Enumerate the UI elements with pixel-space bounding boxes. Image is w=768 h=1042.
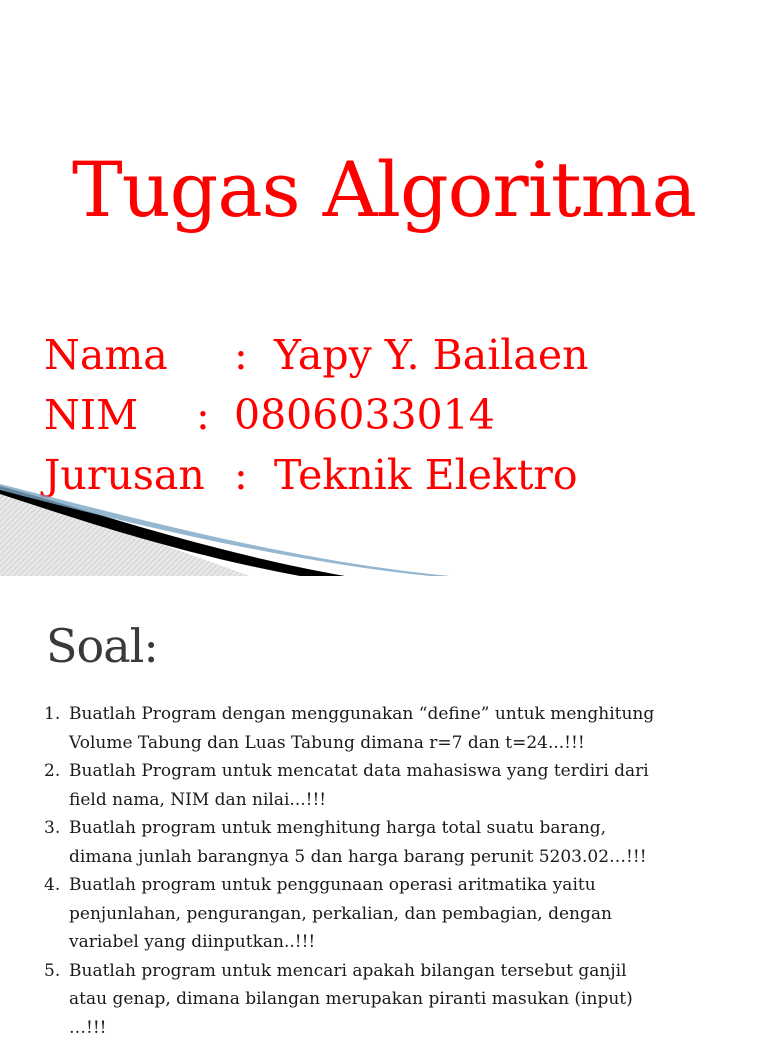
question-number: 3. [44, 814, 60, 843]
question-text-line: Volume Tabung dan Luas Tabung dimana r=7 dan t=24...!!! [69, 729, 754, 758]
info-row-nim [44, 386, 644, 444]
info-label-jurusan: Jurusan [44, 446, 205, 504]
question-number: 4. [44, 871, 60, 900]
info-colon-nim: : [196, 386, 210, 444]
question-item [44, 957, 754, 1042]
info-row-nama [44, 326, 644, 384]
question-text-line: penjunlahan, pengurangan, perkalian, dan pembagian, dengan [69, 900, 754, 929]
soal-heading: Soal: [46, 614, 158, 678]
question-list [44, 700, 754, 1042]
question-text-line: field nama, NIM dan nilai...!!! [69, 786, 754, 815]
question-number: 2. [44, 757, 60, 786]
question-text-line: Buatlah program untuk penggunaan operasi aritmatika yaitu [69, 871, 754, 900]
info-label-nama: Nama [44, 326, 168, 384]
slide-title: Tugas Algoritma [0, 140, 768, 240]
info-colon-jurusan: : [234, 446, 248, 504]
question-text-line: Buatlah program untuk menghitung harga total suatu barang, [69, 814, 754, 843]
question-number: 1. [44, 700, 60, 729]
question-text-line: atau genap, dimana bilangan merupakan piranti masukan (input) [69, 985, 754, 1014]
decorative-swoosh [0, 470, 768, 576]
question-text-line: dimana junlah barangnya 5 dan harga barang perunit 5203.02…!!! [69, 843, 754, 872]
question-text-line: Buatlah Program untuk mencatat data mahasiswa yang terdiri dari [69, 757, 754, 786]
info-value-nim: 0806033014 [234, 386, 495, 444]
info-value-nama: Yapy Y. Bailaen [274, 326, 589, 384]
question-text-line: Buatlah Program dengan menggunakan “define” untuk menghitung [69, 700, 754, 729]
info-colon-nama: : [234, 326, 248, 384]
question-text-line: …!!! [69, 1014, 754, 1042]
question-number: 5. [44, 957, 60, 986]
info-label-nim: NIM [44, 386, 138, 444]
questions-slide [0, 576, 768, 1024]
question-item [44, 700, 754, 757]
question-text-line: variabel yang diinputkan..!!! [69, 928, 754, 957]
question-item [44, 871, 754, 957]
question-item [44, 757, 754, 814]
question-item [44, 814, 754, 871]
info-value-jurusan: Teknik Elektro [274, 446, 578, 504]
question-text-line: Buatlah program untuk mencari apakah bilangan tersebut ganjil [69, 957, 754, 986]
